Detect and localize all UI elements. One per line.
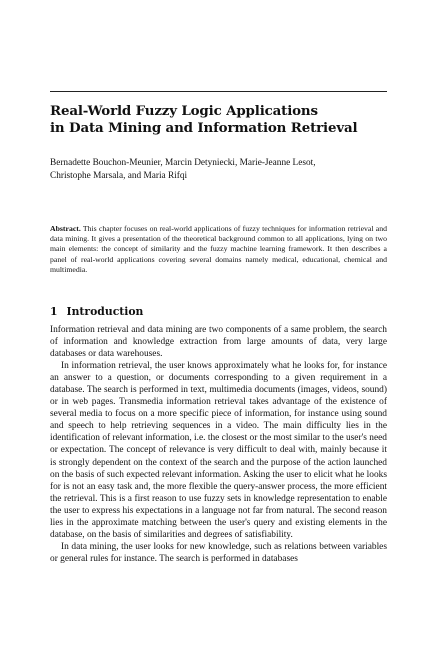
paragraph: In information retrieval, the user knows approximately what he looks for, for instance an answer to a question, or documents corresponding to a given requirement in a database. The search is performed in text, multimedia documents (images, videos, sound) or in web pages. Transmedia information retrieval takes advantage of the existence of several media to focus on a more specific piece of information, for instance using sound and speech to help retrieving sequences in a video. The main difficulty lies in the identification of relevant information, i.e. the closest or the most similar to the user's need or expectation. The concept of relevance is very difficult to deal with, mainly because it is strongly dependent on the context of the search and the purpose of the action launched on the basis of such expected relevant information. Asking the user to elicit what he looks for is not an easy task and, the more flexible the query-answer process, the more efficient the retrieval. This is a first reason to use fuzzy sets in knowledge representation to enable the user to express his expectations in a language not far from natural. The second reason lies in the approximate matching between the user's query and existing elements in the database, on the basis of similarities and degrees of satisfiability.	[50, 361, 387, 540]
paragraph: In data mining, the user looks for new knowledge, such as relations between variables or general rules for instance. The search is performed in databases	[50, 541, 387, 564]
abstract-label: Abstract.	[50, 224, 81, 233]
paper-title	[50, 103, 390, 137]
author-list	[50, 157, 390, 182]
abstract-text: This chapter focuses on real-world applications of fuzzy techniques for information retrieval and data mining. It gives a presentation of the theoretical background common to all applications, lying on two main elements: the concept of similarity and the fuzzy machine learning framework. It then describes a panel of real-world applications covering several domains namely medical, educational, chemical and multimedia.	[50, 224, 387, 274]
section-body	[50, 324, 387, 565]
section-heading	[50, 305, 143, 318]
abstract	[50, 224, 387, 275]
title-line-2: in Data Mining and Information Retrieval	[50, 120, 358, 136]
section-number: 1	[50, 305, 58, 318]
authors-line-2: Christophe Marsala, and Maria Rifqi	[50, 170, 188, 181]
section-title: Introduction	[66, 305, 144, 318]
top-rule	[50, 91, 387, 92]
title-line-1: Real-World Fuzzy Logic Applications	[50, 103, 318, 119]
paragraph: Information retrieval and data mining are two components of a same problem, the search of information and knowledge extraction from large amounts of data, very large databases or data warehouses.	[50, 325, 387, 360]
authors-line-1: Bernadette Bouchon-Meunier, Marcin Detyniecki, Marie-Jeanne Lesot,	[50, 158, 316, 168]
